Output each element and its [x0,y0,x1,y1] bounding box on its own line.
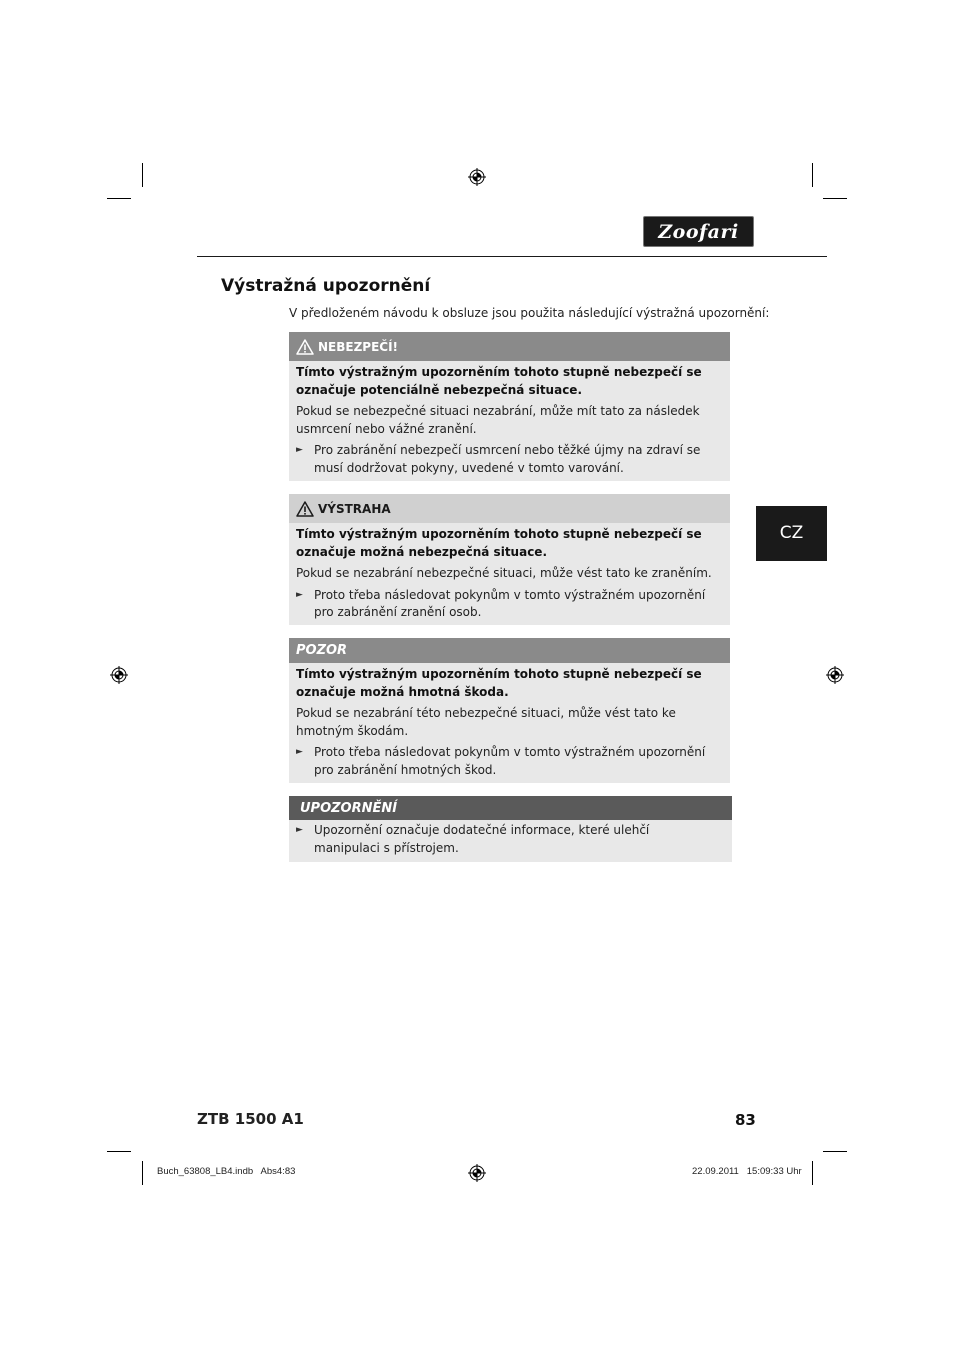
model-number: ZTB 1500 A1 [197,1110,304,1128]
caution-box-bullet-text: Proto třeba následovat pokynům v tomto výstražném upozornění pro zabránění hmotných škod. [314,745,706,777]
warning-box-heading: VÝSTRAHA [318,501,391,516]
notice-box-bullet-text: Upozornění označuje dodatečné informace, které ulehčí manipulaci s přístrojem. [314,823,650,855]
crop-mark [142,1161,143,1185]
crop-mark [823,1151,847,1152]
registration-mark-icon [110,666,128,684]
crop-mark [823,198,847,199]
registration-mark-icon [826,666,844,684]
crop-mark [107,198,131,199]
warning-box-text: Pokud se nezabrání nebezpečné situaci, může vést tato ke zraněním. [296,566,712,580]
slug-left: Buch_63808_LB4.indb Abs4:83 [157,1166,296,1177]
caution-box [289,638,730,783]
notice-box [289,796,732,862]
notice-box-body [296,822,692,857]
danger-box-heading: NEBEZPEČÍ! [318,339,399,354]
registration-mark-icon [468,1164,486,1182]
bullet-arrow-icon: ► [296,825,303,835]
caution-box-lead: Tímto výstražným upozorněním tohoto stupně nebezpečí se označuje možná hmotná škoda. [296,667,702,699]
warning-box-body [296,526,720,622]
intro-text: V předloženém návodu k obsluze jsou použita následující výstražná upozornění: [289,306,770,320]
brand-logo-text: Zoofari [658,221,739,243]
danger-box [289,332,730,481]
warning-box-bullet-text: Proto třeba následovat pokynům v tomto výstražném upozornění pro zabránění zranění osob. [314,587,706,619]
caution-box-body [296,666,720,779]
danger-box-header [289,332,730,361]
page-title: Výstražná upozornění [221,276,431,296]
caution-box-bullet [296,744,720,779]
bullet-arrow-icon: ► [296,747,303,757]
warning-triangle-icon [296,501,314,517]
notice-box-heading: UPOZORNĚNÍ [300,800,398,816]
warning-triangle-icon [296,339,314,355]
registration-mark-icon [468,168,486,186]
danger-box-text: Pokud se nebezpečné situaci nezabrání, může mít tato za následek usmrcení nebo vážné zranění. [296,404,700,436]
crop-mark [107,1151,131,1152]
warning-box-header [289,494,730,523]
bullet-arrow-icon: ► [296,589,303,600]
brand-logo [643,216,754,247]
warning-box-bullet [296,587,720,622]
danger-box-bullet [296,442,720,477]
caution-box-text: Pokud se nezabrání této nebezpečné situaci, může vést tato ke hmotným škodám. [296,706,676,738]
crop-mark [812,1161,813,1185]
danger-box-lead: Tímto výstražným upozorněním tohoto stupně nebezpečí se označuje potenciálně nebezpečná situace. [296,365,702,397]
danger-box-body [296,364,720,477]
notice-box-header [289,796,732,820]
warning-box [289,494,730,625]
caution-box-heading: POZOR [296,643,348,658]
crop-mark [142,163,143,187]
notice-box-bullet [296,822,692,857]
crop-mark [812,163,813,187]
bullet-arrow-icon: ► [296,445,303,455]
page-number: 83 [735,1111,756,1129]
danger-box-bullet-text: Pro zabránění nebezpečí usmrcení nebo těžké újmy na zdraví se musí dodržovat pokyny, uvedené v tomto varování. [314,443,701,475]
slug-right: 22.09.2011 15:09:33 Uhr [692,1166,802,1177]
language-tab: CZ [756,506,827,561]
warning-box-lead: Tímto výstražným upozorněním tohoto stupně nebezpečí se označuje možná nebezpečná situace. [296,527,702,559]
header-rule [197,256,827,257]
caution-box-header [289,638,730,663]
